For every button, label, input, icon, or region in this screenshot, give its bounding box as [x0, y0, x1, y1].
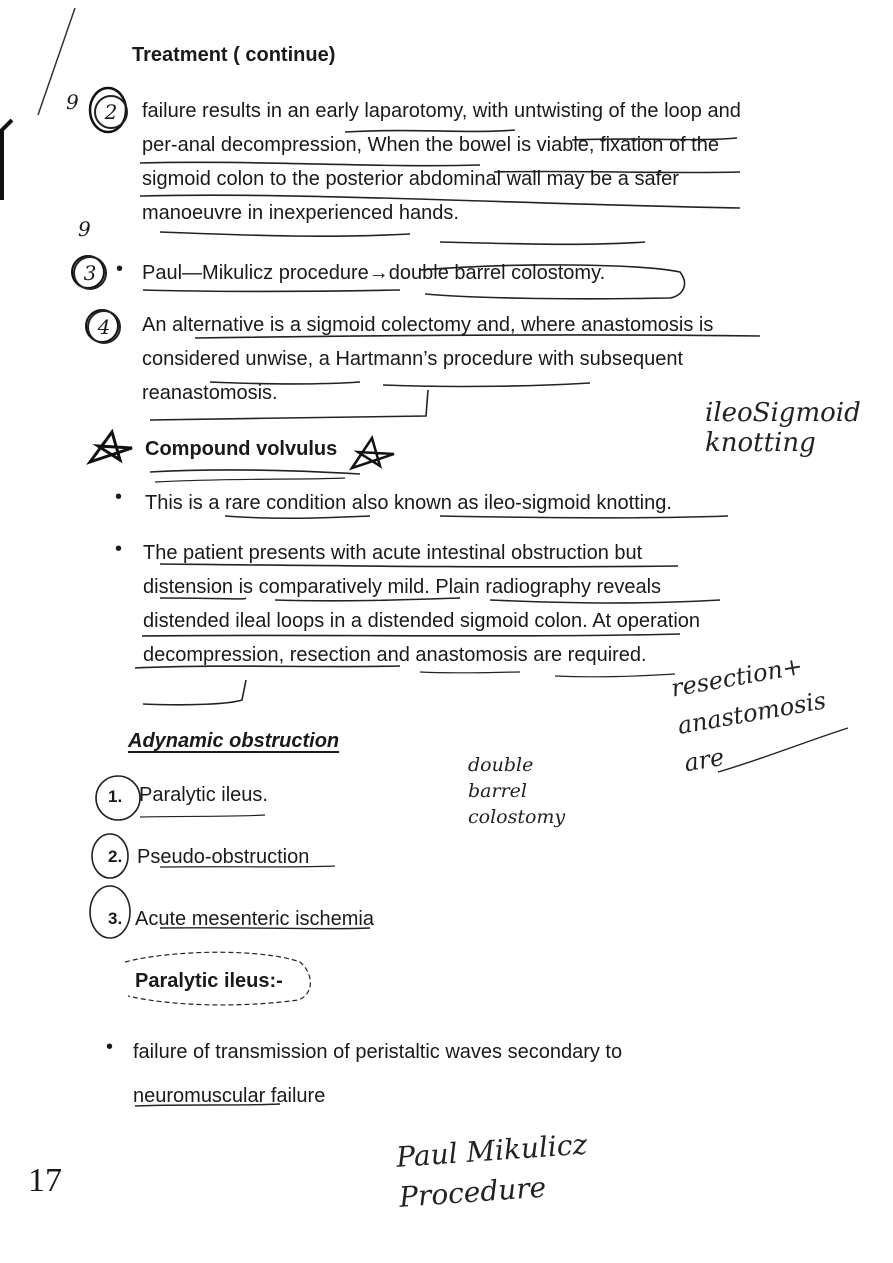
adynamic-item-1-number: 1.: [108, 787, 123, 806]
treatment-item-3-text: Paul—Mikulicz procedure→double barrel colostomy.: [142, 262, 606, 284]
adynamic-item-2-label: Pseudo-obstruction: [137, 846, 310, 868]
treatment-item-2-text: failure results in an early laparotomy, with untwisting of the loop and per-anal decompression, When the bowel is viable, fixation of the sigmoid colon to the posterior abdominal wall may be a safer manoeuvre in inexperienced hands.: [142, 100, 741, 224]
bullet-dot: •: [116, 258, 124, 280]
compound-volvulus-bullet-2: The patient presents with acute intestinal obstruction but distension is comparatively mild. Plain radiography reveals distended ileal loops in a distended sigmoid colon. At operation decompression, resection and anastomosis are required.: [143, 542, 701, 666]
adynamic-item-2-number: 2.: [108, 847, 123, 866]
page-number: 17: [28, 1162, 62, 1199]
bullet-dot: •: [115, 486, 123, 508]
paralytic-ileus-heading: Paralytic ileus:-: [135, 970, 283, 992]
item-number-4: 4: [87, 310, 121, 344]
handwritten-note-double-barrel: double barrel colostomy: [468, 754, 566, 828]
adynamic-obstruction-heading: Adynamic obstruction: [128, 730, 340, 752]
treatment-item-4-text: An alternative is a sigmoid colectomy and, where anastomosis is considered unwise, a Hartmann’s procedure with subsequent reanastomosis.: [142, 314, 714, 404]
margin-mark: 9: [78, 217, 91, 241]
paralytic-ileus-bullet: failure of transmission of peristaltic waves secondary to neuromuscular failure: [133, 1041, 623, 1107]
handwritten-note-paul-mikulicz: Paul Mikulicz Procedure: [395, 1127, 589, 1214]
handwritten-note-ileosigmoid: ileoSigmoid knotting: [705, 398, 861, 458]
bullet-dot: •: [115, 538, 123, 560]
treatment-heading: Treatment ( continue): [132, 44, 336, 66]
adynamic-item-1-label: Paralytic ileus.: [139, 784, 268, 806]
adynamic-item-3-label: Acute mesenteric ischemia: [135, 908, 374, 930]
adynamic-item-3-number: 3.: [108, 909, 123, 928]
compound-volvulus-heading: Compound volvulus: [145, 438, 338, 460]
item-number-3: 3: [73, 256, 107, 290]
item-number-2: 2: [94, 95, 128, 129]
margin-mark: 9: [66, 90, 79, 114]
handwritten-note-resection: resection+ anastomosis are: [668, 651, 829, 778]
bullet-dot: •: [106, 1036, 114, 1058]
compound-volvulus-bullet-1: This is a rare condition also known as ileo-sigmoid knotting.: [145, 492, 672, 514]
